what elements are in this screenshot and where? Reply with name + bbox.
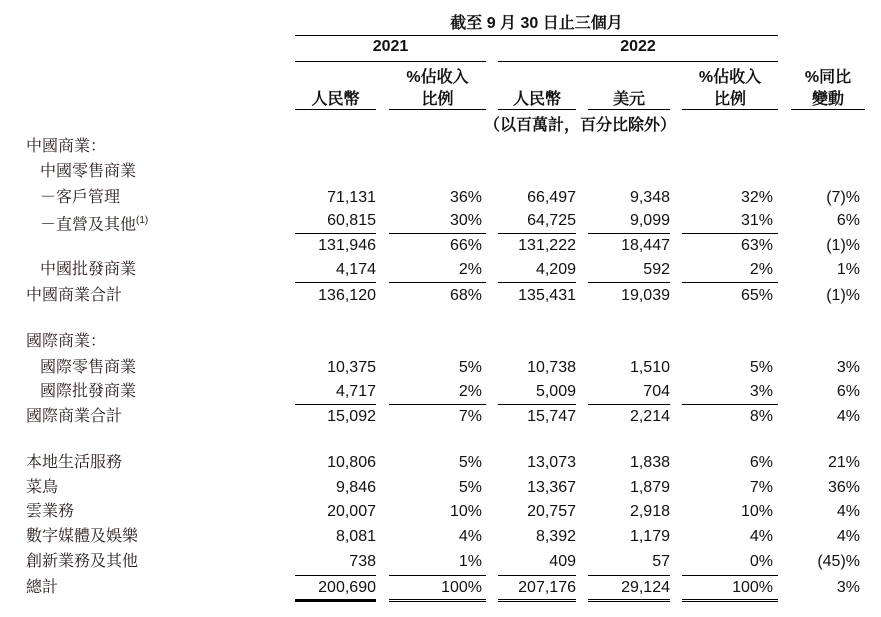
- row-label-text: 國際商業：: [26, 333, 107, 350]
- cell-value: 30%: [449, 212, 482, 229]
- divider: [389, 109, 486, 110]
- cell-value: 2%: [458, 383, 482, 400]
- cell-value: (1)%: [826, 237, 860, 254]
- cell-value: 10,806: [327, 454, 376, 471]
- year-2021-heading: 2021: [372, 38, 409, 55]
- cell-value: 592: [643, 261, 670, 278]
- cell-value: 3%: [836, 579, 860, 596]
- divider: [498, 61, 778, 62]
- subtotal-divider: [295, 404, 376, 405]
- subtotal-divider: [498, 404, 576, 405]
- cell-value: 4,717: [335, 383, 376, 400]
- subtotal-divider: [682, 282, 778, 283]
- row-label-text: 中國零售商業: [40, 163, 137, 180]
- row-label: [26, 286, 122, 306]
- column-header-2-line2: 比例: [421, 91, 454, 108]
- row-label-text: 創新業務及其他: [26, 553, 139, 570]
- row-label: [40, 188, 120, 208]
- cell-value: 4%: [749, 528, 773, 545]
- column-header-6-line2: 變動: [811, 91, 844, 108]
- cell-value: 4%: [836, 503, 860, 520]
- cell-value: 64,725: [527, 212, 576, 229]
- cell-value: 15,747: [527, 408, 576, 425]
- row-label: [26, 552, 138, 572]
- cell-value: 7%: [749, 479, 773, 496]
- row-label-text: 國際零售商業: [40, 359, 137, 376]
- cell-value: 3%: [836, 359, 860, 376]
- cell-value: 3%: [749, 383, 773, 400]
- subtotal-divider: [682, 233, 778, 234]
- cell-value: 66,497: [527, 189, 576, 206]
- total-underline: [498, 599, 576, 602]
- cell-value: 20,757: [527, 503, 576, 520]
- cell-value: 6%: [836, 212, 860, 229]
- column-header-5-line1: %佔收入: [698, 69, 762, 86]
- row-label: [26, 137, 106, 157]
- subtotal-divider: [295, 233, 376, 234]
- cell-value: 65%: [740, 287, 773, 304]
- cell-value: 6%: [749, 454, 773, 471]
- cell-value: 71,131: [327, 189, 376, 206]
- cell-value: 21%: [827, 454, 860, 471]
- cell-value: 1%: [836, 261, 860, 278]
- column-header-5-line2: 比例: [713, 91, 746, 108]
- cell-value: 409: [549, 553, 576, 570]
- subtotal-divider: [389, 404, 486, 405]
- subtotal-divider: [498, 233, 576, 234]
- cell-value: 704: [643, 383, 670, 400]
- cell-value: 4%: [836, 408, 860, 425]
- subtotal-divider: [682, 575, 778, 576]
- cell-value: 2%: [458, 261, 482, 278]
- cell-value: 738: [349, 553, 376, 570]
- cell-value: 2,918: [629, 503, 670, 520]
- cell-value: 20,007: [327, 503, 376, 520]
- cell-value: 100%: [732, 579, 773, 596]
- cell-value: 10%: [449, 503, 482, 520]
- row-label-text: －客戶管理: [40, 189, 121, 206]
- cell-value: 5%: [458, 479, 482, 496]
- cell-value: 32%: [740, 189, 773, 206]
- cell-value: 5%: [458, 359, 482, 376]
- cell-value: 66%: [449, 237, 482, 254]
- cell-value: 207,176: [518, 579, 576, 596]
- cell-value: 2%: [749, 261, 773, 278]
- row-label: [40, 162, 136, 182]
- divider: [791, 109, 865, 110]
- cell-value: (7)%: [826, 189, 860, 206]
- cell-value: 9,099: [629, 212, 670, 229]
- divider: [295, 35, 778, 36]
- unit-note: （以百萬計，百分比除外）: [483, 117, 676, 134]
- cell-value: 4%: [836, 528, 860, 545]
- cell-value: 100%: [441, 579, 482, 596]
- row-label-text: 國際批發商業: [40, 383, 137, 400]
- row-label: [26, 407, 122, 427]
- row-label: [40, 358, 136, 378]
- divider: [295, 109, 376, 110]
- row-label: [26, 478, 58, 498]
- cell-value: 7%: [458, 408, 482, 425]
- row-label: [26, 502, 74, 522]
- subtotal-divider: [588, 575, 670, 576]
- cell-value: 8,392: [535, 528, 576, 545]
- subtotal-divider: [682, 404, 778, 405]
- row-label: [40, 211, 148, 235]
- cell-value: 57: [652, 553, 670, 570]
- cell-value: 1,838: [629, 454, 670, 471]
- cell-value: 4,174: [335, 261, 376, 278]
- row-label-text: 數字媒體及娛樂: [26, 528, 139, 545]
- year-2022-heading: 2022: [620, 38, 656, 55]
- subtotal-divider: [295, 282, 376, 283]
- cell-value: 36%: [827, 479, 860, 496]
- divider: [295, 61, 486, 62]
- footnote-ref: (1): [136, 215, 149, 226]
- column-header-3-line2: 人民幣: [512, 91, 561, 108]
- subtotal-divider: [588, 233, 670, 234]
- cell-value: 136,120: [318, 287, 376, 304]
- subtotal-divider: [498, 282, 576, 283]
- cell-value: 10,375: [327, 359, 376, 376]
- row-label-text: 中國批發商業: [40, 261, 137, 278]
- total-underline: [588, 599, 670, 602]
- cell-value: 10%: [740, 503, 773, 520]
- cell-value: 1,879: [629, 479, 670, 496]
- divider: [588, 109, 670, 110]
- row-label: [40, 382, 136, 402]
- row-label-text: 中國商業：: [26, 138, 107, 155]
- subtotal-divider: [295, 575, 376, 576]
- cell-value: 36%: [449, 189, 482, 206]
- subtotal-divider: [389, 575, 486, 576]
- cell-value: 13,367: [527, 479, 576, 496]
- cell-value: 131,222: [518, 237, 576, 254]
- cell-value: 0%: [749, 553, 773, 570]
- cell-value: 8%: [749, 408, 773, 425]
- row-label-text: 中國商業合計: [26, 287, 123, 304]
- cell-value: 200,690: [318, 579, 376, 596]
- cell-value: 18,447: [621, 237, 670, 254]
- subtotal-divider: [389, 233, 486, 234]
- cell-value: 10,738: [527, 359, 576, 376]
- row-label: [26, 453, 122, 473]
- cell-value: 31%: [740, 212, 773, 229]
- cell-value: 5,009: [535, 383, 576, 400]
- column-header-1-line2: 人民幣: [311, 91, 360, 108]
- row-label-text: 菜鳥: [26, 479, 59, 496]
- period-heading: 截至 9 月 30 日止三個月: [450, 15, 623, 32]
- row-label: [26, 578, 58, 598]
- row-label-text: 總計: [26, 579, 59, 596]
- cell-value: 4%: [458, 528, 482, 545]
- row-label-text: －直營及其他: [40, 216, 137, 234]
- cell-value: 8,081: [335, 528, 376, 545]
- row-label: [26, 332, 106, 352]
- cell-value: 29,124: [621, 579, 670, 596]
- cell-value: 1,510: [629, 359, 670, 376]
- total-underline: [295, 599, 376, 602]
- row-label-text: 國際商業合計: [26, 408, 123, 425]
- subtotal-divider: [588, 404, 670, 405]
- divider: [498, 109, 576, 110]
- cell-value: 13,073: [527, 454, 576, 471]
- subtotal-divider: [588, 282, 670, 283]
- total-underline: [682, 599, 778, 602]
- row-label: [26, 527, 138, 547]
- divider: [682, 109, 778, 110]
- cell-value: 19,039: [621, 287, 670, 304]
- cell-value: 4,209: [535, 261, 576, 278]
- cell-value: 5%: [749, 359, 773, 376]
- total-underline: [389, 599, 486, 602]
- column-header-6-line1: %同比: [804, 69, 852, 86]
- cell-value: 68%: [449, 287, 482, 304]
- cell-value: 2,214: [629, 408, 670, 425]
- cell-value: 1%: [458, 553, 482, 570]
- row-label-text: 雲業務: [26, 503, 75, 520]
- cell-value: 60,815: [327, 212, 376, 229]
- column-header-4-line2: 美元: [612, 91, 645, 108]
- row-label-text: 本地生活服務: [26, 454, 123, 471]
- cell-value: 135,431: [518, 287, 576, 304]
- cell-value: 9,348: [629, 189, 670, 206]
- cell-value: (1)%: [826, 287, 860, 304]
- cell-value: 63%: [740, 237, 773, 254]
- cell-value: 1,179: [629, 528, 670, 545]
- subtotal-divider: [498, 575, 576, 576]
- cell-value: (45)%: [817, 553, 860, 570]
- row-label: [40, 260, 136, 280]
- subtotal-divider: [389, 282, 486, 283]
- column-header-2-line1: %佔收入: [406, 69, 469, 86]
- cell-value: 6%: [836, 383, 860, 400]
- cell-value: 15,092: [327, 408, 376, 425]
- cell-value: 5%: [458, 454, 482, 471]
- cell-value: 9,846: [335, 479, 376, 496]
- cell-value: 131,946: [318, 237, 376, 254]
